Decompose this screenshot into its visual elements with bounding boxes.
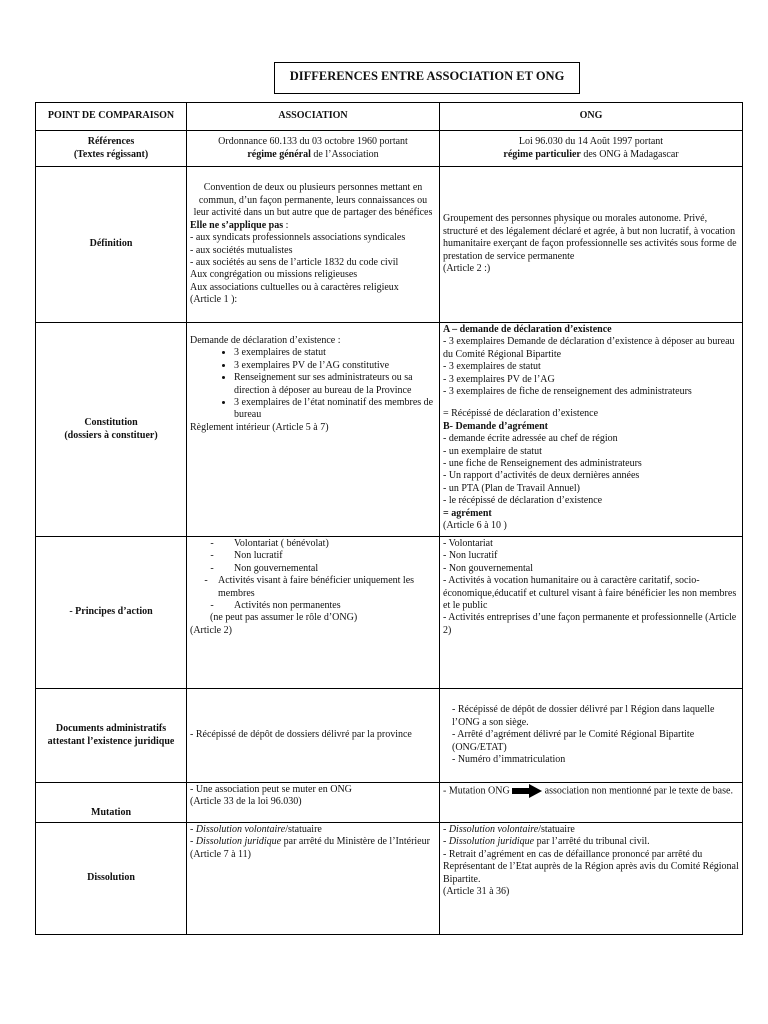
row-mutation	[36, 783, 743, 823]
constitution-ong: A – demande de déclaration d’existence - 3 exemplaires Demande de déclaration d’existence à déposer au bureau du Comité Régional Bipartite - 3 exemplaires de statut - 3 exemplaires PV de l’AG - 3 exemplaires de fiche de renseignement des administrateurs = Récépissé de déclaration d’existence B- Demande d’agrément - demande écrite adressée au chef de région - un exemplaire de statut - une fiche de Renseignement des administrateurs - Un rapport d’activités de deux dernières années - un PTA (Plan de Travail Annuel) - le récépissé de déclaration d’existence = agrément (Article 6 à 10 )	[440, 323, 743, 537]
constitution-association: Demande de déclaration d’existence : • 3 exemplaires de statut • 3 exemplaires PV de l’AG constitutive • Renseignement sur ses administrateurs ou sa direction à déposer au bureau de la Province • 3 exemplaires de l’état nominatif des membres de bureau Règlement intérieur (Article 5 à 7)	[187, 323, 440, 537]
header-association: ASSOCIATION	[187, 103, 440, 131]
documents-label: Documents administratifs attestant l’existence juridique	[36, 689, 187, 783]
document-title: DIFFERENCES ENTRE ASSOCIATION ET ONG	[274, 62, 580, 94]
header-point: POINT DE COMPARAISON	[36, 103, 187, 131]
row-references	[36, 131, 743, 167]
comparison-table	[35, 102, 743, 935]
row-constitution	[36, 323, 743, 537]
constitution-label: Constitution (dossiers à constituer)	[36, 323, 187, 537]
references-ong: Loi 96.030 du 14 Août 1997 portant régime particulier des ONG à Madagascar	[440, 131, 743, 167]
references-association: Ordonnance 60.133 du 03 octobre 1960 portant régime général de l’Association	[187, 131, 440, 167]
definition-association: Convention de deux ou plusieurs personnes mettant en commun, d’un façon permanente, leurs connaissances ou leur activité dans un but autre que de partager des bénéfices Elle ne s’applique pas : - aux syndicats professionnels associations syndicales - aux sociétés mutualistes - aux sociétés au sens de l’article 1832 du code civil Aux congrégation ou missions religieuses Aux associations cultuelles ou à caractères religieux (Article 1 ):	[187, 167, 440, 323]
constitution-bullet-list: • 3 exemplaires de statut • 3 exemplaires PV de l’AG constitutive • Renseignement sur ses administrateurs ou sa direction à déposer au bureau de la Province • 3 exemplaires de l’état nominatif des membres de bureau	[190, 347, 436, 421]
documents-ong: - Récépissé de dépôt de dossier délivré par l Région dans laquelle l’ONG a son siège. - Arrêté d’agrément délivré par le Comité Régional Bipartite (ONG/ETAT) - Numéro d’immatriculation	[440, 689, 743, 783]
definition-ong: Groupement des personnes physique ou morales autonome. Privé, structuré et des légalement déclaré et agrée, à but non lucratif, à vocation humanitaire exerçant de façon professionnelle ses activités sous forme de prestation de service permanente (Article 2 :)	[440, 167, 743, 323]
row-principes	[36, 537, 743, 689]
right-arrow-icon	[512, 784, 542, 798]
row-definition	[36, 167, 743, 323]
header-ong: ONG	[440, 103, 743, 131]
header-row	[36, 103, 743, 131]
mutation-ong: - Mutation ONG association non mentionné par le texte de base.	[440, 783, 743, 823]
principes-ong: - Volontariat - Non lucratif - Non gouvernemental - Activités à vocation humanitaire ou à caractère caritatif, socio- économique,éducatif et culturel visant à faire bénéficier les non membres et le public - Activités entreprises d’une façon permanente et professionnelle (Article 2)	[440, 537, 743, 689]
principes-label: - Principes d’action	[36, 537, 187, 689]
dissolution-ong: - Dissolution volontaire/statuaire - Dissolution juridique par l’arrêté du tribunal civil. - Retrait d’agrément en cas de défaillance prononcé par arrêté du Représentant de l’Etat auprès de la Région après avis du Comité Régional Bipartite. (Article 31 à 36)	[440, 823, 743, 935]
definition-label: Définition	[36, 167, 187, 323]
mutation-label: Mutation	[36, 783, 187, 823]
row-documents	[36, 689, 743, 783]
principes-association: - Volontariat ( bénévolat) - Non lucratif - Non gouvernemental - Activités visant à faire bénéficier uniquement les membres - Activités non permanentes (ne peut pas assumer le rôle d’ONG) (Article 2)	[187, 537, 440, 689]
dissolution-label: Dissolution	[36, 823, 187, 935]
documents-association: - Récépissé de dépôt de dossiers délivré par la province	[187, 689, 440, 783]
row-dissolution	[36, 823, 743, 935]
dissolution-association: - Dissolution volontaire/statuaire - Dissolution juridique par arrêté du Ministère de l’Intérieur (Article 7 à 11)	[187, 823, 440, 935]
mutation-association: - Une association peut se muter en ONG (Article 33 de la loi 96.030)	[187, 783, 440, 823]
references-label: Références (Textes régissant)	[36, 131, 187, 167]
